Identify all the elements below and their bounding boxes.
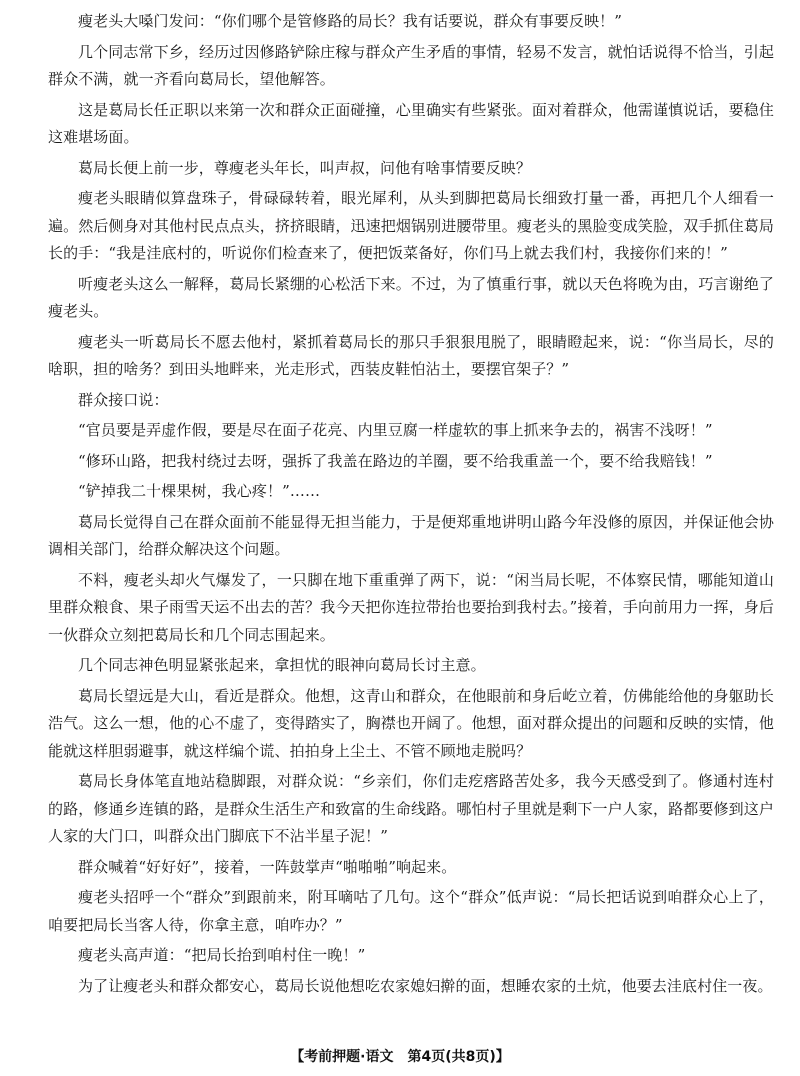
paragraph: 群众接口说： — [78, 390, 169, 409]
paragraph: 听瘦老头这么一解释，葛局长紧绷的心松活下来。不过，为了慎重行事，就以天色将晚为由，巧言谢绝了瘦老头。 — [48, 274, 774, 320]
paragraph: 不料，瘦老头却火气爆发了，一只脚在地下重重弹了两下，说：“闲当局长呢，不体察民情，哪能知道山里群众粮食、果子雨雪天运不出去的苦？我今天把你连拉带抬也要抬到我村去。”接着，手向前用力一挥，身后一伙群众立刻把葛局长和几个同志围起来。 — [48, 570, 774, 644]
paragraph: 葛局长身体笔直地站稳脚跟，对群众说：“乡亲们，你们走疙瘩路苦处多，我今天感受到了。修通村连村的路，修通乡连镇的路，是群众生活生产和致富的生命线路。哪怕村子里就是剩下一户人家，路都要修到这户人家的大门口，叫群众出门脚底下不沾半星子泥！” — [48, 772, 774, 845]
paragraph: 瘦老头招呼一个“群众”到跟前来，附耳嘀咕了几句。这个“群众”低声说：“局长把话说到咱群众心上了，咱要把局长当客人待，你拿主意，咱咋办？” — [48, 888, 774, 934]
paragraph: 瘦老头大嗓门发问：“你们哪个是管修路的局长？我有话要说，群众有事要反映！” — [78, 12, 623, 30]
paragraph: 群众喊着“好好好”，接着，一阵鼓掌声“啪啪啪”响起来。 — [78, 857, 457, 876]
paragraph: 这是葛局长任正职以来第一次和群众正面碰撞，心里确实有些紧张。面对着群众，他需谨慎说话，要稳住这难堪场面。 — [48, 100, 774, 146]
paragraph: 瘦老头眼睛似算盘珠子，骨碌碌转着，眼光犀利，从头到脚把葛局长细致打量一番，再把几个人细看一遍。然后侧身对其他村民点点头，挤挤眼睛，迅速把烟锅别进腰带里。瘦老头的黑脸变成笑脸，双手抓住葛局长的手：“我是洼底村的，听说你们检查来了，便把饭菜备好，你们马上就去我们村，我接你们来的！” — [48, 189, 774, 262]
paragraph: “官员要是弄虚作假，要是尽在面子花亮、内里豆腐一样虚软的事上抓来争去的，祸害不浅呀！” — [78, 421, 713, 439]
paragraph: 葛局长望远是大山，看近是群众。他想，这青山和群众，在他眼前和身后屹立着，仿佛能给他的身躯助长浩气。这么一想，他的心不虚了，变得踏实了，胸襟也开阔了。他想，面对群众提出的问题和反映的实情，他能就这样胆弱避事，就这样编个谎、拍拍身上尘土、不管不顾地走脱吗？ — [48, 686, 774, 760]
page-footer: 【考前押题·语文 第4页(共8页)】 — [290, 1049, 510, 1065]
paragraph: 为了让瘦老头和群众都安心，葛局长说他想吃农家媳妇擀的面，想睡农家的土炕，他要去洼底村住一夜。 — [78, 976, 773, 995]
paragraph: 瘦老头一听葛局长不愿去他村，紧抓着葛局长的那只手狠狠甩脱了，眼睛瞪起来，说：“你当局长，尽的啥职，担的啥务？到田头地畔来，光走形式，西装皮鞋怕沾土，要摆官架子？” — [48, 332, 774, 378]
paragraph: 葛局长觉得自己在群众面前不能显得无担当能力，于是便郑重地讲明山路今年没修的原因，并保证他会协调相关部门，给群众解决这个问题。 — [48, 512, 774, 558]
paragraph: 几个同志神色明显紧张起来，拿担忧的眼神向葛局长讨主意。 — [78, 656, 486, 674]
document-body — [48, 8, 774, 1003]
paragraph: “铲掉我二十棵果树，我心疼！”…… — [78, 482, 321, 500]
paragraph: 几个同志常下乡，经历过因修路铲除庄稼与群众产生矛盾的事情，轻易不发言，就怕话说得不恰当，引起群众不满，就一齐看向葛局长，望他解答。 — [48, 42, 774, 88]
paragraph: 瘦老头高声道：“把局长抬到咱村住一晚！” — [78, 946, 366, 964]
paragraph: “修环山路，把我村绕过去呀，强拆了我盖在路边的羊圈，要不给我重盖一个，要不给我赔钱！” — [78, 451, 713, 470]
paragraph: 葛局长便上前一步，尊瘦老头年长，叫声叔，问他有啥事情要反映？ — [78, 158, 532, 177]
